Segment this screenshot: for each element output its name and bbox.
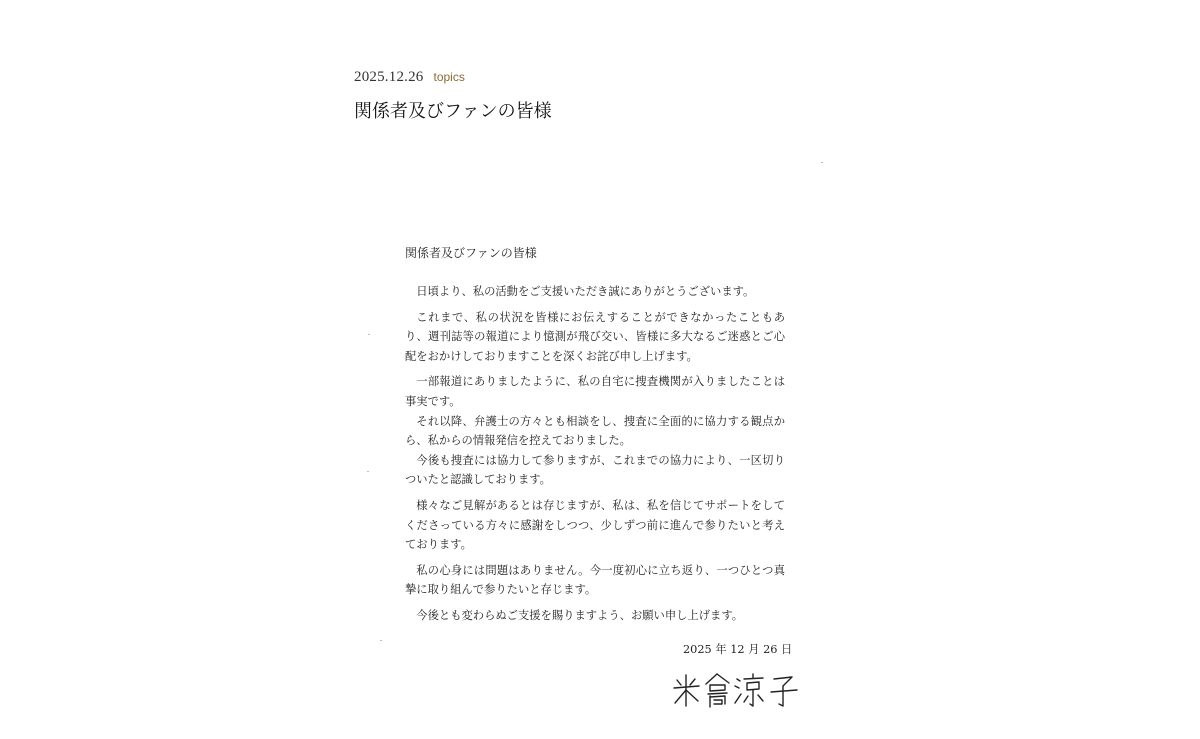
scan-speck [368, 334, 370, 335]
letter-paragraph: 様々なご見解があるとは存じますが、私は、私を信じてサポートをしてくださっている方々に感謝をしつつ、少しずつ前に進んで参りたいと考えております。 [405, 498, 785, 552]
statement-letter-image [355, 158, 825, 733]
letter-date: 2025 年 12 月 26 日 [683, 643, 793, 656]
letter-paragraph: 日頃より、私の活動をご支援いただき誠にありがとうございます。 [416, 285, 755, 298]
scan-speck [367, 471, 369, 472]
post-title: 関係者及びファンの皆様 [354, 101, 552, 122]
letter-paragraph: それ以降、弁護士の方々とも相談をし、捜査に全面的に協力する観点から、私からの情報発信を控えておりました。 [405, 414, 785, 448]
letter-paragraph: 今後も捜査には協力して参りますが、これまでの協力により、一区切りついたと認識しております。 [405, 453, 785, 487]
post-category-link[interactable]: topics [433, 70, 465, 84]
letter-body [405, 282, 785, 632]
post-meta [354, 69, 465, 86]
handwritten-signature [671, 670, 803, 710]
letter-paragraph: これまで、私の状況を皆様にお伝えすることができなかったこともあり、週刊誌等の報道により憶測が飛び交い、皆様に多大なるご迷惑とご心配をおかけしておりますことを深くお詫び申し上げます。 [405, 310, 785, 363]
letter-salutation: 関係者及びファンの皆様 [405, 246, 537, 260]
letter-paragraph: 一部報道にありましたように、私の自宅に捜査機関が入りましたことは事実です。 [405, 375, 785, 408]
letter-paragraph: 私の心身には問題はありません。今一度初心に立ち返り、一つひとつ真摯に取り組んで参りたいと存じます。 [405, 563, 785, 597]
scan-speck [380, 640, 382, 641]
scan-speck [821, 162, 823, 163]
letter-paragraph: 今後とも変わらぬご支援を賜りますよう、お願い申し上げます。 [416, 608, 744, 622]
post-date: 2025.12.26 [354, 69, 424, 85]
